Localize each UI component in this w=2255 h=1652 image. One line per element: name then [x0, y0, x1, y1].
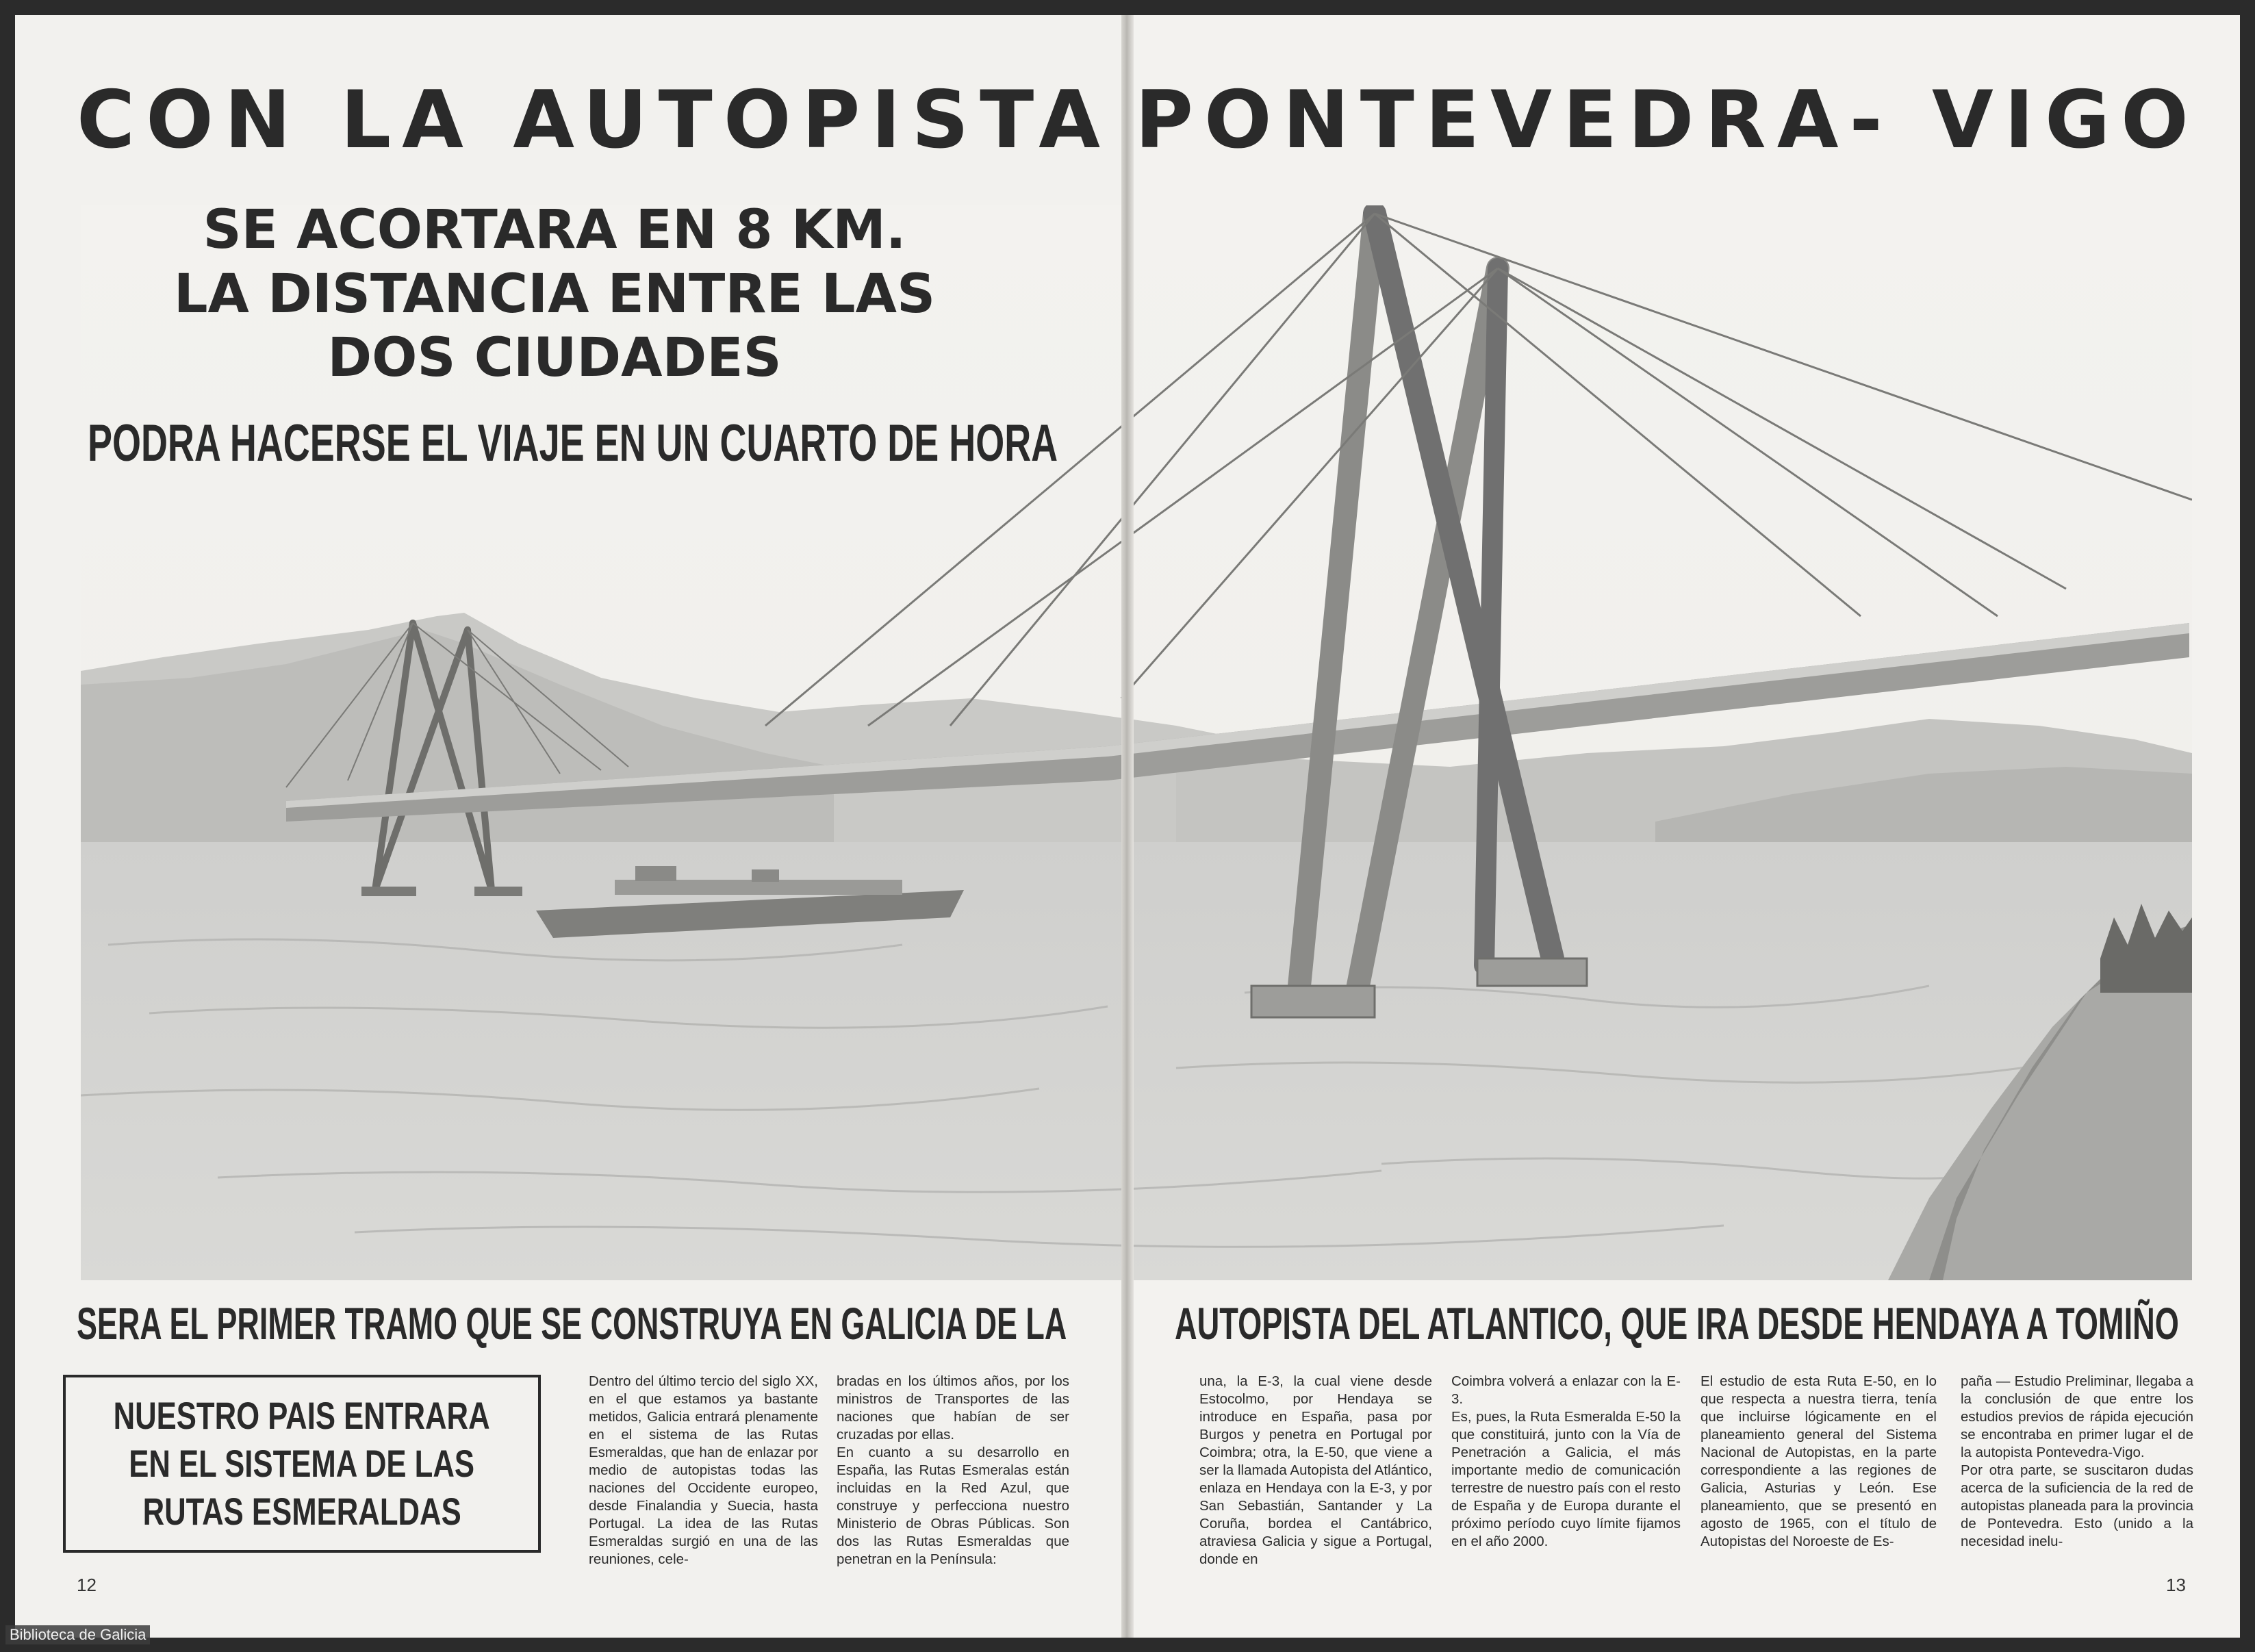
deck: PODRA HACERSE EL VIAJE EN UN CUARTO DE HORA: [88, 414, 1058, 472]
subhead-line-2: LA DISTANCIA ENTRE LAS: [173, 263, 936, 325]
subhead-line-3: DOS CIUDADES: [327, 327, 782, 390]
banner-right: AUTOPISTA DEL ATLANTICO, QUE IRA DESDE HENDAYA A TOMIÑO: [1175, 1298, 2179, 1349]
page-number-right: 13: [2166, 1575, 2186, 1595]
callout-line-1: NUESTRO PAIS ENTRARA: [113, 1394, 491, 1437]
column-6: paña — Estudio Preliminar, llegaba a la conclusión de que entre los estudios previos de rápida ejecución se encontraba en primer lugar el de la autopista Pontevedra-Vigo. Por otra parte, se suscitaron dudas acerca de la suficiencia de la red de autopistas planeada para la provincia de Pontevedra. Esto (unido a la necesidad inelu-: [1961, 1373, 2193, 1549]
subhead-line-1: SE ACORTARA EN 8 KM.: [203, 199, 906, 261]
headline-right: PONTEVEDRA- VIGO: [1135, 74, 2200, 166]
page-number-left: 12: [77, 1575, 97, 1595]
banner-left: SERA EL PRIMER TRAMO QUE SE CONSTRUYA EN GALICIA DE LA: [77, 1298, 1067, 1349]
callout-line-3: RUTAS ESMERALDAS: [142, 1490, 461, 1533]
column-4: Coimbra volverá a enlazar con la E-3. Es, pues, la Ruta Esmeralda E-50 la que constituirá, junto con la Vía de Penetración a Galicia, el más importante medio de comunicación terrestre de nuestro país con el resto de España y de Europa durante el próximo período cuyo límite fijamos en el año 2000.: [1451, 1373, 1681, 1549]
callout-box: [63, 1375, 541, 1553]
library-watermark: Biblioteca de Galicia: [5, 1625, 150, 1644]
subhead: [55, 199, 1054, 391]
column-3: una, la E-3, la cual viene desde Estocolmo, por Hendaya se introduce en España, pasa por Burgos y penetra en Portugal por Coimbra; otra, la E-50, que viene a ser la llamada Autopista del Atlántico, enlaza en Hendaya con la E-3, y por San Sebastián, Santander y La Coruña, bordea el Cantábrico, atraviesa Galicia y sigue a Portugal, donde en: [1199, 1373, 1432, 1567]
callout-line-2: EN EL SISTEMA DE LAS: [129, 1442, 475, 1485]
column-2: bradas en los últimos años, por los ministros de Transportes de las naciones que habían de ser cruzadas por ellas. En cuanto a su desarrollo en España, las Rutas Esmeralas están incluidas en la Red Azul, que construye y perfecciona nuestro Ministerio de Obras Públicas. Son dos las Rutas Esmeraldas que penetran en la Península:: [837, 1373, 1069, 1567]
column-1: Dentro del último tercio del siglo XX, en el que estamos ya bastante metidos, Galicia entrará plenamente en el sistema de las Rutas Esmeraldas, que han de enlazar por medio de autopistas todas las naciones del Occidente europeo, desde Finalandia y Suecia, hasta Portugal. La idea de las Rutas Esmeraldas surgió en una de las reuniones, cele-: [589, 1373, 818, 1567]
column-5: El estudio de esta Ruta E-50, en lo que respecta a nuestra tierra, tenía que incluirse lógicamente en el planeamiento general del Sistema Nacional de Autopistas, en la parte correspondiente a las regiones de Galicia, Asturias y León. Ese planeamiento, que se presentó en agosto de 1965, con el título de Autopistas del Noroeste de Es-: [1700, 1373, 1937, 1549]
headline-left: CON LA AUTOPISTA: [77, 74, 1112, 166]
spine-gutter: [1121, 15, 1134, 1638]
